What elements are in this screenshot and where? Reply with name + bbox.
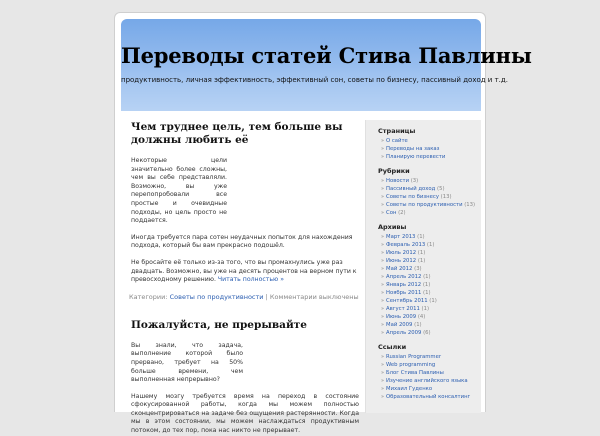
archive-count: (3) — [414, 266, 422, 272]
archive-item — [381, 265, 475, 273]
blog-header — [121, 19, 532, 111]
archive-item — [381, 249, 475, 257]
post-body — [131, 157, 359, 285]
rubric-link[interactable]: Советы по продуктивности — [386, 202, 463, 208]
blogroll-link[interactable]: Web programming — [386, 362, 436, 368]
main-content — [127, 121, 359, 435]
post-title-link[interactable]: Пожалуйста, не прерывайте — [131, 318, 307, 331]
archive-link[interactable]: Май 2009 — [386, 322, 413, 328]
archive-item — [381, 297, 475, 305]
archive-link[interactable]: Апрель 2009 — [386, 330, 422, 336]
sidebar-heading-rubrics: Рубрики — [378, 167, 410, 175]
archive-count: (1) — [423, 274, 431, 280]
archive-link[interactable]: Февраль 2013 — [386, 242, 426, 248]
rubric-link[interactable]: Сон — [386, 210, 397, 216]
archive-item — [381, 273, 475, 281]
page-container — [114, 12, 532, 435]
blogroll-link[interactable]: Образовательный консалтинг — [386, 394, 471, 400]
archive-count: (1) — [417, 250, 426, 256]
rubric-item — [381, 201, 475, 209]
archive-item — [381, 313, 475, 321]
archive-link[interactable]: Январь 2012 — [386, 282, 422, 288]
archive-link[interactable]: Июнь 2012 — [386, 258, 417, 264]
blogroll-item — [381, 353, 475, 361]
archive-link[interactable]: Май 2012 — [386, 266, 413, 272]
archive-link[interactable]: Март 2013 — [386, 234, 416, 240]
sidebar — [365, 120, 481, 413]
post — [127, 121, 359, 301]
links-list — [381, 353, 475, 401]
blog-description: продуктивность, личная эффективность, эффективный сон, советы по бизнесу, пассивный доход и т.д. — [121, 76, 508, 84]
archive-item — [381, 305, 475, 313]
blogroll-link[interactable]: Блог Стива Павлины — [386, 370, 444, 376]
archive-count: (1) — [417, 258, 426, 264]
archive-item — [381, 241, 475, 249]
rubric-item — [381, 209, 475, 217]
archive-link[interactable]: Июнь 2009 — [386, 314, 417, 320]
sidebar-heading-pages: Страницы — [378, 127, 416, 135]
rubric-item — [381, 185, 475, 193]
blog-title[interactable]: Переводы статей Стива Павлины — [121, 43, 532, 68]
blogroll-item — [381, 393, 475, 401]
read-more-link[interactable]: Читать полностью » — [217, 276, 284, 284]
post-paragraph — [131, 259, 359, 285]
pages-list — [381, 137, 475, 161]
blogroll-link[interactable]: Изучение английского языка — [386, 378, 468, 384]
archive-count: (1) — [417, 234, 425, 240]
archive-count: (1) — [421, 306, 430, 312]
sidebar-heading-links: Ссылки — [378, 343, 407, 351]
archive-count: (1) — [414, 322, 422, 328]
post-paragraph-text: Не бросайте её только из-за того, что вы промахнулись уже раз двадцать. Возможно, вы уже на десять процентов на верном пути к превосходному решению. — [131, 258, 357, 284]
archive-count: (4) — [417, 314, 426, 320]
page-link[interactable]: Планирую перевести — [386, 154, 446, 160]
page-item — [381, 153, 475, 161]
blogroll-link[interactable]: Михаил Гуденко — [386, 386, 433, 392]
blogroll-link[interactable]: Russian Programmer — [386, 354, 442, 360]
page-link[interactable]: О сайте — [386, 138, 408, 144]
rubric-count: (13) — [440, 194, 452, 200]
archive-count: (6) — [423, 330, 431, 336]
post-meta — [129, 293, 359, 301]
archive-link[interactable]: Июль 2012 — [386, 250, 417, 256]
rubric-count: (13) — [464, 202, 476, 208]
archives-list — [381, 233, 475, 337]
archive-count: (1) — [426, 242, 435, 248]
rubric-item — [381, 193, 475, 201]
archive-link[interactable]: Сентябрь 2011 — [386, 298, 428, 304]
archive-count: (1) — [429, 298, 437, 304]
rubrics-list — [381, 177, 475, 217]
archive-link[interactable]: Апрель 2012 — [386, 274, 422, 280]
rubric-link[interactable]: Советы по бизнесу — [386, 194, 439, 200]
rubric-link[interactable]: Пассивный доход — [386, 186, 436, 192]
post-paragraph: Вы знали, что задача, выполнение которой было прервано, требует на 50% больше времени, чем выполненная непрерывно? — [131, 341, 243, 384]
post — [127, 319, 359, 436]
archive-item — [381, 329, 475, 337]
post-paragraph: Нашему мозгу требуется время на переход в состояние сфокусированной работы, когда мы можем полностью сконцентрироваться на задаче без ощущения растерянности. Когда мы в этом состоянии, мы можем наслаждаться продуктивным потоком, до тех пор, пока нас никто не прерывает. — [131, 392, 359, 435]
archive-item — [381, 233, 475, 241]
post-body — [131, 342, 359, 436]
archive-count: (1) — [422, 282, 431, 288]
archive-item — [381, 321, 475, 329]
blogroll-item — [381, 369, 475, 377]
rubric-count: (2) — [398, 210, 406, 216]
page-link[interactable]: Переводы на заказ — [386, 146, 440, 152]
archive-link[interactable]: Ноябрь 2011 — [386, 290, 422, 296]
page-item — [381, 145, 475, 153]
post-paragraph: Некоторые цели значительно более сложны, чем вы себе представляли. Возможно, вы уже перепопробовали все простые и очевидные подходы, но цель просто не поддается. — [131, 157, 227, 225]
archive-link[interactable]: Август 2011 — [386, 306, 420, 312]
archive-item — [381, 289, 475, 297]
category-label: Категории: — [129, 292, 168, 301]
page-item — [381, 137, 475, 145]
archive-item — [381, 281, 475, 289]
sidebar-heading-archives: Архивы — [378, 223, 407, 231]
post-title-link[interactable]: Чем труднее цель, тем больше вы должны любить её — [131, 121, 343, 146]
category-link[interactable]: Советы по продуктивности — [169, 292, 264, 301]
rubric-item — [381, 177, 475, 185]
archive-count: (1) — [423, 290, 431, 296]
rubric-count: (5) — [437, 186, 445, 192]
blogroll-item — [381, 385, 475, 393]
comments-status: | Комментарии выключены — [265, 292, 359, 301]
blogroll-item — [381, 361, 475, 369]
post-paragraph: Иногда требуется пара сотен неудачных попыток для нахождения подхода, который бы вам прекрасно подошёл. — [131, 233, 353, 250]
rubric-link[interactable]: Новости — [386, 178, 410, 184]
rubric-count: (3) — [410, 178, 419, 184]
archive-item — [381, 257, 475, 265]
blogroll-item — [381, 377, 475, 385]
